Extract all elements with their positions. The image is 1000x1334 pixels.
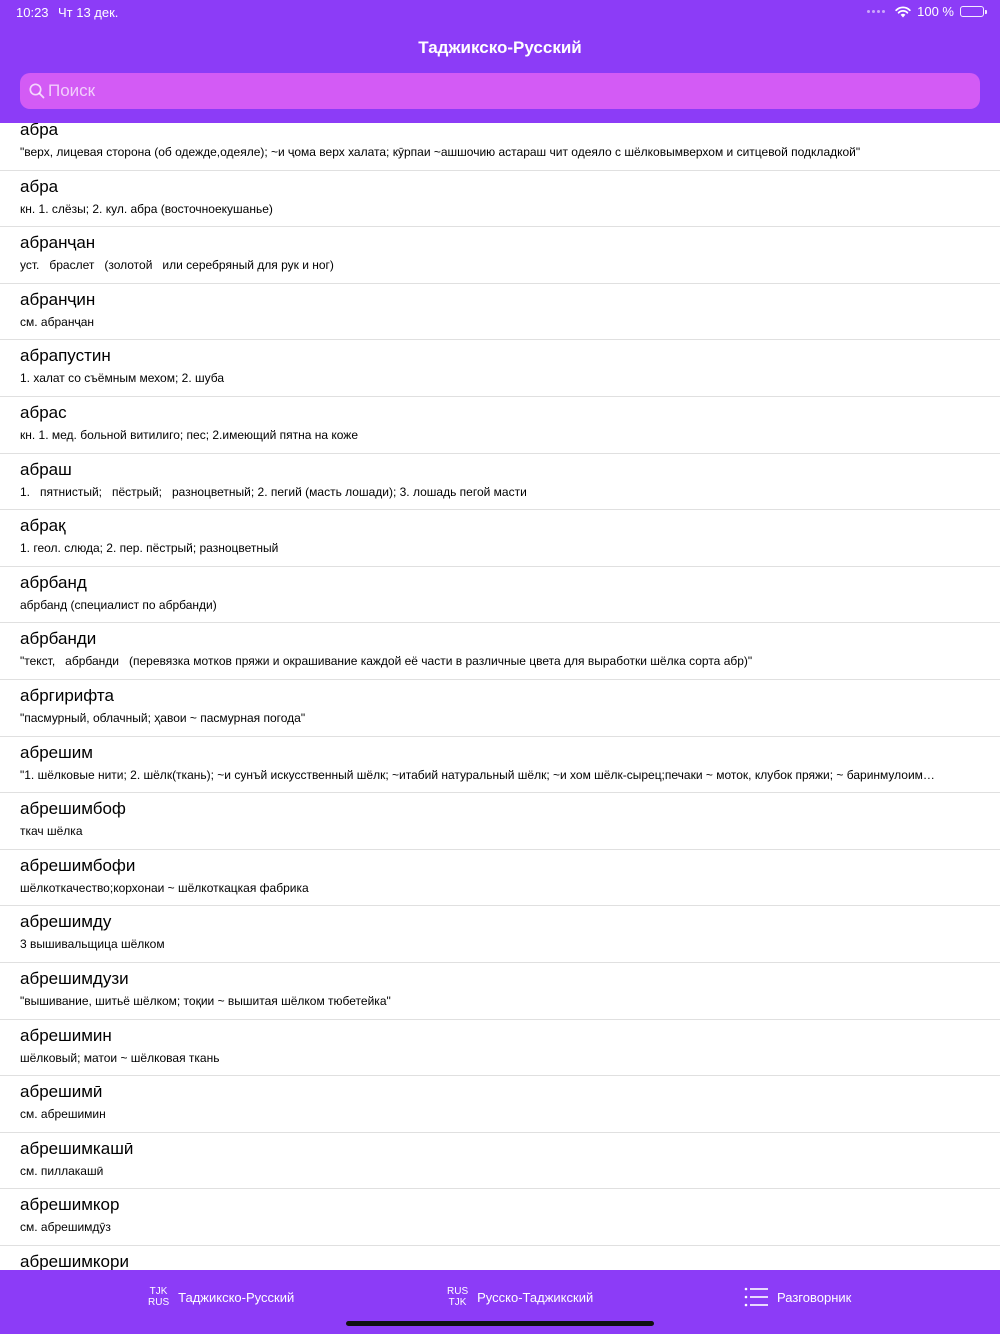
status-bar [0,0,1000,24]
entry-definition: "верх, лицевая сторона (об одежде,одеяле); ~и ҷома верх халата; кӯрпаи ~ашшочию астараш чит одеяло с шёлковымверхом и ситцевой подкладкой" [20,145,861,159]
list-item[interactable] [0,793,1000,850]
search-icon [28,82,46,100]
page-title: Таджикско-Русский [418,38,582,57]
tab-code-bottom: RUS [148,1297,170,1308]
list-item[interactable] [0,123,1000,171]
entry-word: абрешимбоф [20,799,126,819]
entry-word: абрешимдузи [20,968,129,988]
tab-label: Разговорник [777,1289,852,1305]
entry-definition: 1. геол. слюда; 2. пер. пёстрый; разноцветный [20,541,279,556]
search-input[interactable] [48,73,968,109]
entry-definition: уст. браслет (золотой или серебряный для рук и ног) [20,258,334,273]
entry-word: абра [20,176,59,196]
entry-definition: 3 вышивальщица шёлком [20,937,165,952]
entry-word: абрбанд [20,572,87,592]
list-item[interactable] [0,1133,1000,1190]
entry-definition: "1. шёлковые нити; 2. шёлк(ткань); ~и сунъй искусственный шёлк; ~итабий натуральный шёлк; ~и хом шёлк-сырец;печаки ~ моток, клубок пряжи; ~ баринмулоим… [20,767,935,782]
list-item[interactable] [0,623,1000,680]
list-item[interactable] [0,397,1000,454]
entry-definition: кн. 1. мед. больной витилиго; пес; 2.имеющий пятна на коже [20,427,359,442]
home-indicator [346,1321,654,1326]
battery-percent: 100 % [917,4,954,19]
entry-definition: шёлкоткачество;корхонаи ~ шёлкоткацкая фабрика [20,880,309,895]
status-date: Чт 13 дек. [58,5,119,20]
entry-word: абрешимкори [20,1251,129,1270]
battery-icon [960,6,984,17]
tab-label: Таджикско-Русский [178,1289,295,1305]
entry-word: абрешим [20,742,93,762]
list-item[interactable] [0,171,1000,228]
list-item[interactable] [0,284,1000,341]
tab-code-bottom: TJK [448,1297,467,1308]
entry-definition: абрбанд (специалист по абрбанди) [20,597,217,612]
list-item[interactable] [0,567,1000,624]
entry-definition: "текст, абрбанди (перевязка мотков пряжи и окрашивание каждой её части в различные цвета для выработки шёлка сорта абр)" [20,654,753,669]
entry-word: абрас [20,402,67,422]
entry-definition: шёлковый; матои ~ шёлковая ткань [20,1050,220,1065]
list-item[interactable] [0,1020,1000,1077]
entry-definition: 1. пятнистый; пёстрый; разноцветный; 2. пегий (масть лошади); 3. лошадь пегой масти [20,484,527,499]
tab-phrasebook[interactable] [744,1284,851,1310]
entry-definition: "вышивание, шитьё шёлком; тоқии ~ вышитая шёлком тюбетейка" [20,993,391,1008]
tab-code-top: RUS [447,1286,469,1297]
entry-word: абрешимду [20,912,112,932]
entry-definition: 1. халат со съёмным мехом; 2. шуба [20,371,225,386]
entry-word: абра [20,123,59,139]
list-item[interactable] [0,510,1000,567]
entry-word: абрақ [20,516,66,536]
tjk-rus-icon [148,1286,169,1308]
tab-tajik-russian[interactable] [148,1284,294,1310]
list-item[interactable] [0,680,1000,737]
list-item[interactable] [0,737,1000,794]
entry-definition: ткач шёлка [20,824,83,839]
entry-word: абрешимӣ [20,1082,103,1102]
entry-word: абранҷин [20,289,96,309]
list-item[interactable] [0,227,1000,284]
list-icon [744,1286,768,1308]
wifi-icon [895,6,911,18]
entry-definition: см. пиллакашӣ [20,1163,104,1178]
entry-word: абранҷан [20,233,96,253]
tab-label: Русско-Таджикский [477,1289,594,1305]
status-time: 10:23 [16,5,49,20]
tab-code-top: TJK [149,1286,168,1297]
entry-word: абрбанди [20,629,97,649]
entry-word: абраш [20,459,72,479]
entry-word: абргирифта [20,685,114,705]
entry-definition: кн. 1. слёзы; 2. кул. абра (восточноекушанье) [20,201,273,216]
entry-definition: см. абрешимдӯз [20,1220,111,1235]
entry-word: абрешимбофи [20,855,136,875]
list-item[interactable] [0,963,1000,1020]
header [0,0,1000,123]
entry-definition: см. абранҷан [20,314,94,329]
list-item[interactable] [0,454,1000,511]
entry-word: абрешимкашӣ [20,1138,134,1158]
rus-tjk-icon [447,1286,468,1308]
entry-word: абрапустин [20,346,111,366]
list-item[interactable] [0,340,1000,397]
signal-icon [867,10,885,13]
status-indicators [867,4,984,19]
list-item[interactable] [0,1076,1000,1133]
entry-word: абрешимкор [20,1195,120,1215]
entry-word: абрешимин [20,1025,112,1045]
tab-russian-tajik[interactable] [447,1284,593,1310]
list-item[interactable] [0,1189,1000,1246]
list-item[interactable] [0,1246,1000,1270]
search-bar[interactable] [20,73,980,109]
entry-list-content [0,123,1000,1270]
entry-list[interactable] [0,123,1000,1270]
entry-definition: см. абрешимин [20,1107,106,1122]
entry-definition: "пасмурный, облачный; ҳавои ~ пасмурная погода" [20,710,306,725]
list-item[interactable] [0,906,1000,963]
list-item[interactable] [0,850,1000,907]
